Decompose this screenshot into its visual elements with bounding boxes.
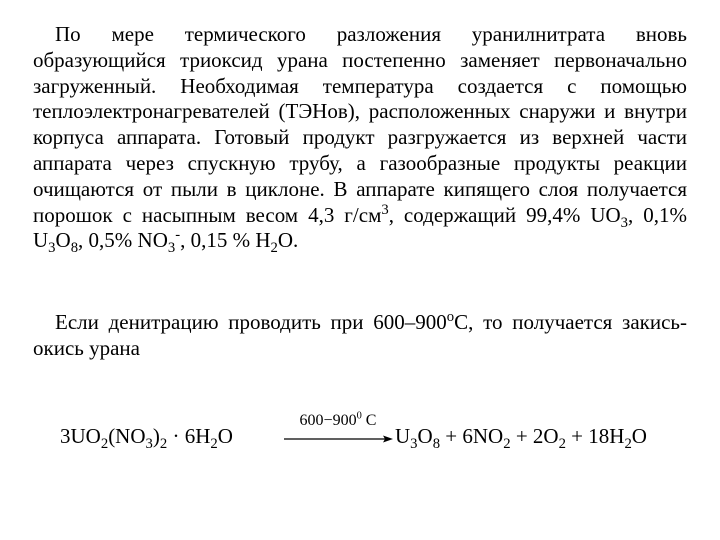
condition-text: C	[361, 412, 377, 429]
subscript: 2	[270, 240, 278, 257]
chemical-equation	[60, 412, 690, 460]
subscript: 2	[624, 436, 632, 453]
subscript: 2	[210, 436, 218, 453]
paragraph-text: O	[55, 228, 71, 253]
subscript: 2	[100, 436, 109, 453]
formula-part: U	[395, 424, 411, 448]
paragraph-text: O.	[277, 228, 299, 253]
formula-part: + 2O	[510, 424, 559, 448]
superscript: 0	[356, 410, 362, 422]
formula-part: 3UO	[60, 424, 101, 448]
subscript: 8	[432, 436, 441, 453]
subscript: 8	[70, 240, 79, 257]
subscript: 3	[145, 436, 153, 453]
paragraph-thermal-decomposition	[33, 22, 687, 257]
subscript: 2	[159, 436, 168, 453]
formula-part: )	[152, 424, 160, 448]
paragraph-text: Если денитрацию проводить при 600–900	[55, 310, 447, 334]
formula-part: · 6H	[167, 424, 211, 448]
paragraph-text: С, то получается закись-окись урана	[33, 310, 687, 360]
paragraph-text: , содержащий 99,4% UO	[388, 202, 621, 227]
paragraph-text: , 0,5% NO	[78, 228, 168, 253]
subscript: 3	[48, 240, 56, 257]
arrow-icon	[282, 432, 394, 446]
formula-part: + 18H	[565, 424, 625, 448]
subscript: 2	[503, 436, 511, 453]
subscript: 3	[410, 436, 418, 453]
subscript: 3	[620, 214, 629, 231]
subscript: 3	[167, 240, 176, 257]
paragraph-text: По мере термического разложения уранилнитрата вновь образующийся триоксид урана постепенно заменяет первоначально загруженный. Необходимая температура создается с помощью теплоэлектронагревателей (ТЭНов), расположенных снаружи и внутри корпуса аппарата. Готовый продукт разгружается из верхней части аппарата через спускную трубу, а газообразные продукты реакции очищаются от пыли в циклоне. В аппарате кипящего слоя получается порошок с насыпным весом 4,3 г/см	[33, 22, 687, 227]
superscript: o	[446, 309, 455, 325]
formula-part: O	[417, 424, 433, 448]
formula-part: (NO	[108, 424, 146, 448]
paragraph-text: , 0,15 % H	[180, 228, 271, 253]
superscript: 3	[381, 201, 389, 218]
formula-part: + 6NO	[440, 424, 504, 448]
superscript: -	[175, 227, 181, 244]
equation-products	[395, 424, 647, 453]
equation-reactants	[60, 424, 233, 453]
formula-part: O	[217, 424, 233, 448]
paragraph-text: , 0,1% U	[33, 202, 687, 253]
subscript: 2	[558, 436, 566, 453]
paragraph-denitration	[33, 310, 687, 362]
reaction-arrow	[282, 412, 394, 452]
formula-part: O	[631, 424, 647, 448]
condition-text: 600−900	[299, 412, 357, 429]
reaction-condition	[282, 412, 394, 430]
